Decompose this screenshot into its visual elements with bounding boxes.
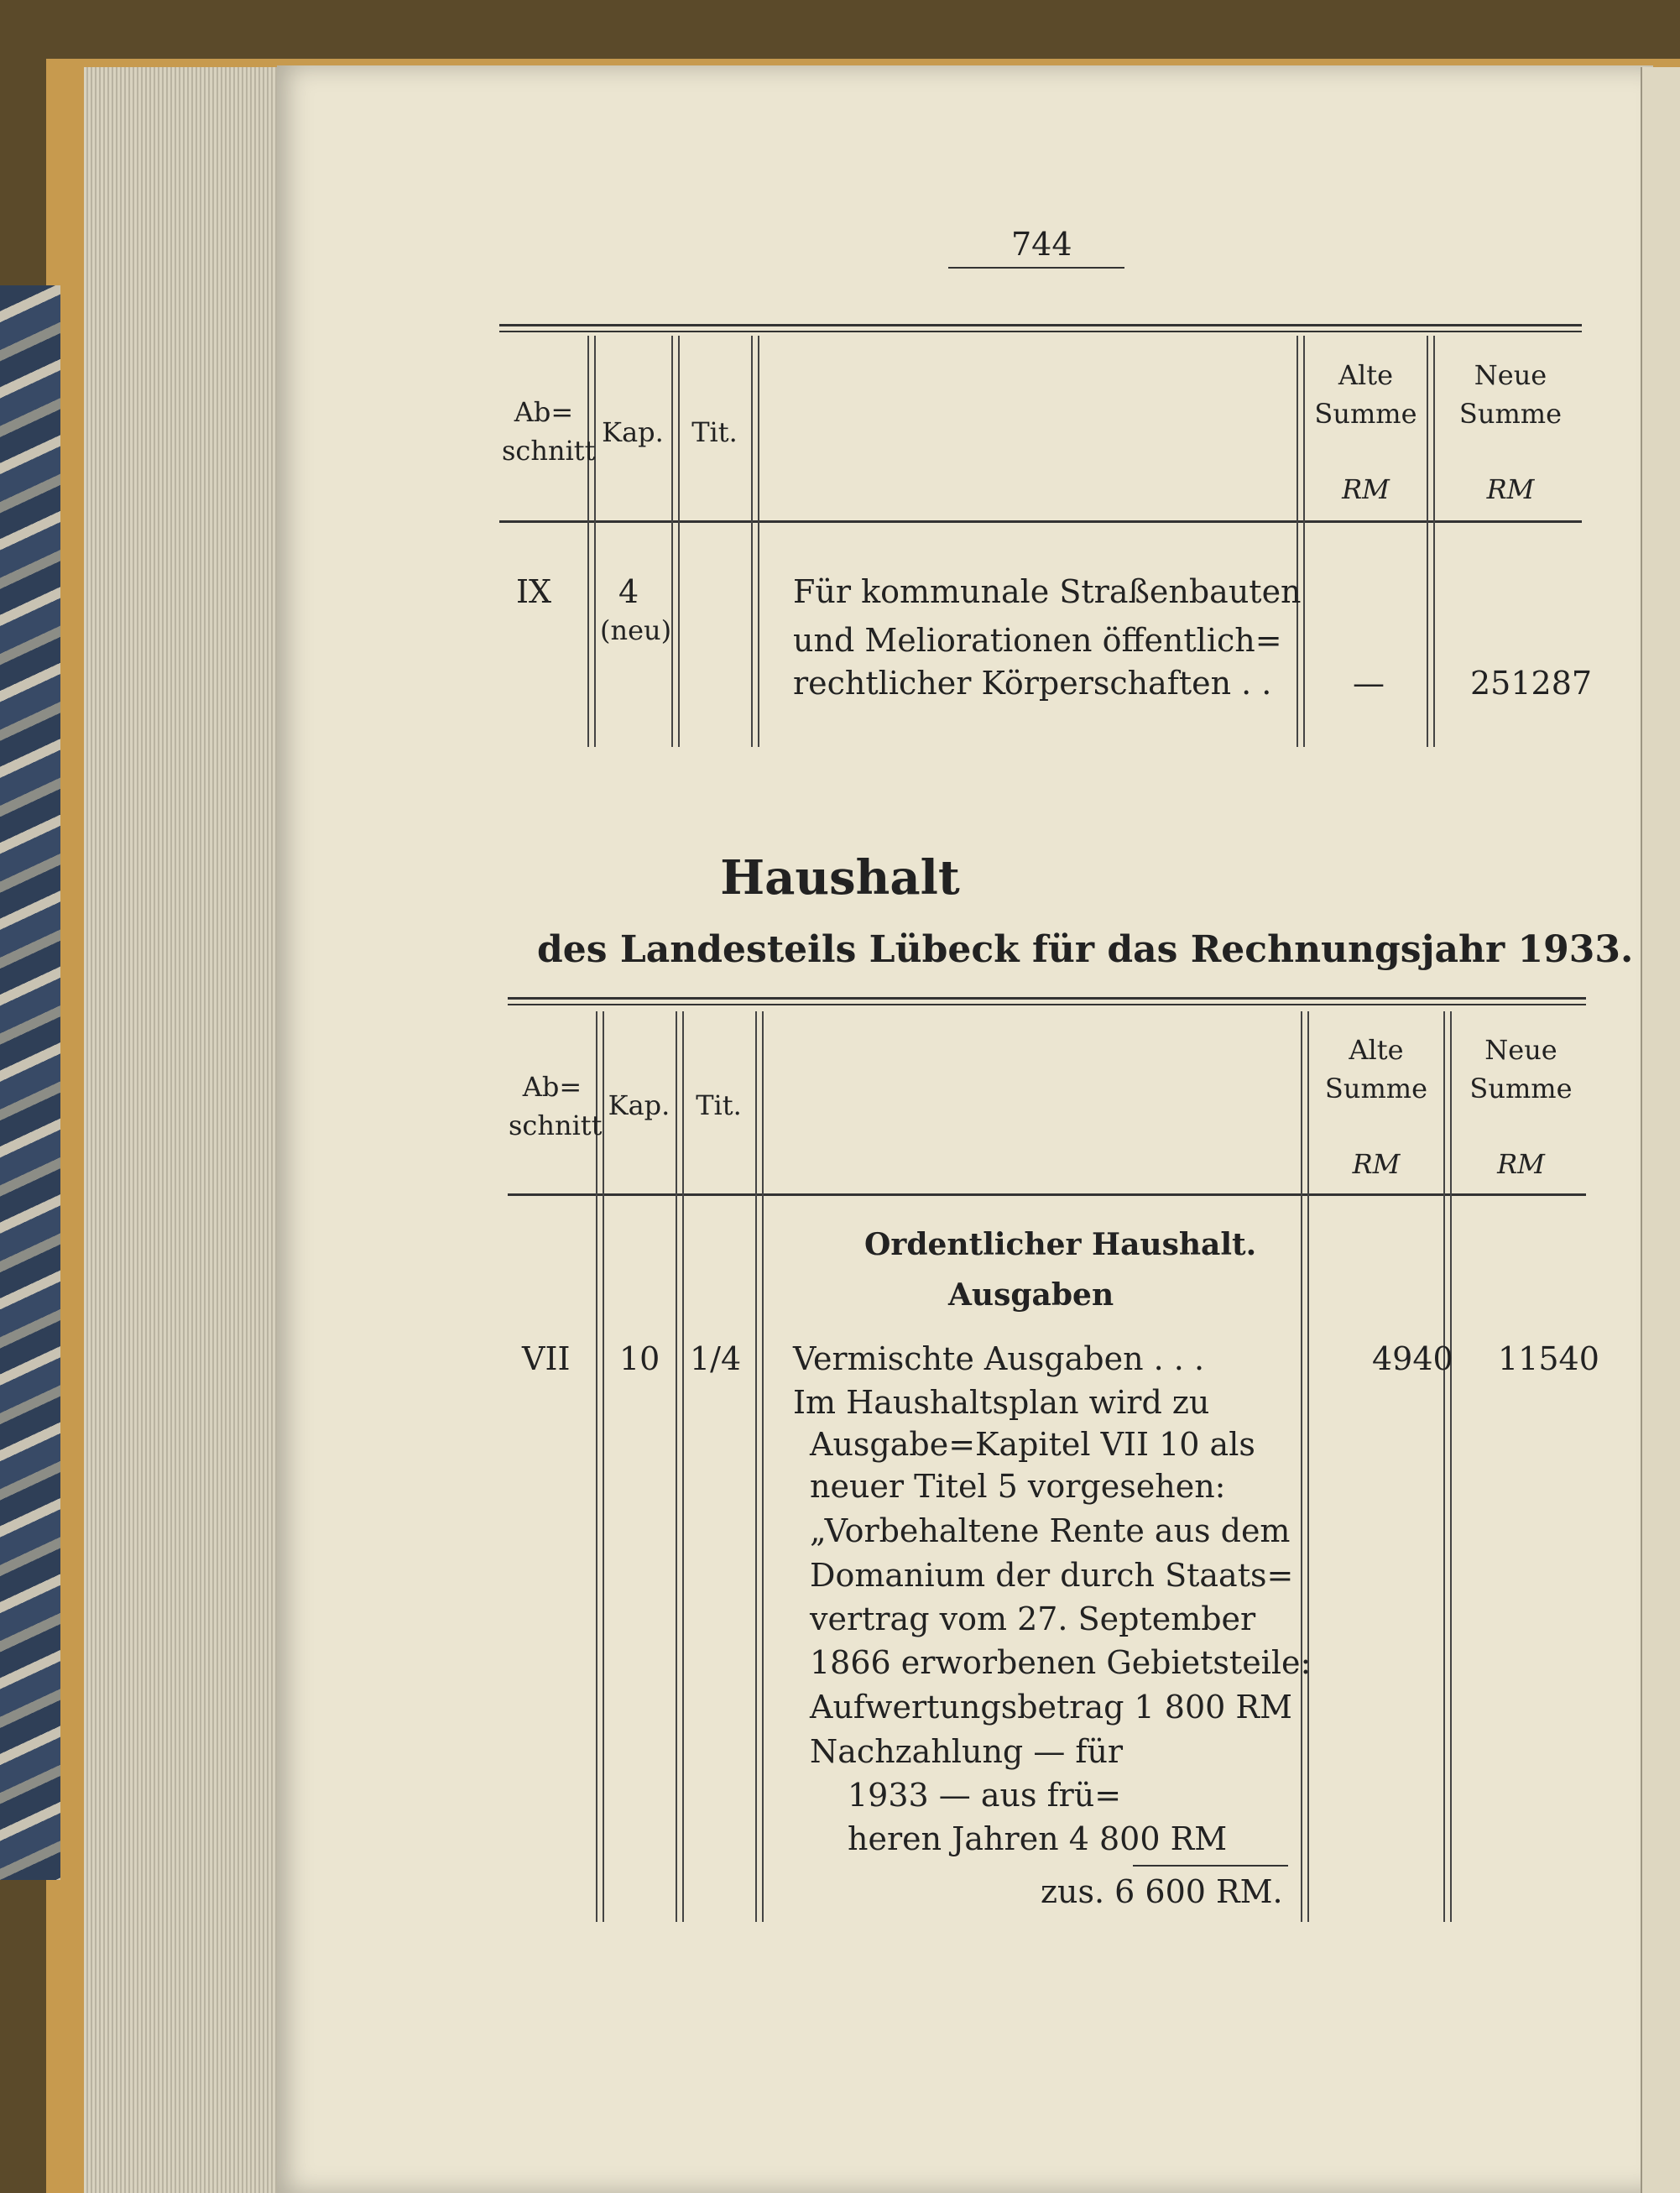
header-abschnitt: Ab= schnitt [509, 1071, 603, 1141]
table2-col-divider [676, 1011, 677, 1922]
table2-col-divider [755, 1011, 757, 1922]
row-text-line: vertrag vom 27. September [810, 1600, 1256, 1637]
section-heading: Ausgaben [948, 1277, 1114, 1313]
row-text-line: Nachzahlung — für [810, 1733, 1124, 1770]
table1-header-rule [499, 520, 1582, 523]
row-tit: 1/4 [690, 1340, 742, 1377]
table1-top-rule-2 [499, 331, 1582, 332]
row-text-line: neuer Titel 5 vorgesehen: [810, 1468, 1226, 1505]
row-text-line: Vermischte Ausgaben . . . [793, 1340, 1205, 1377]
table2-col-divider [1301, 1011, 1302, 1922]
table2-col-divider [762, 1011, 764, 1922]
table2-top-rule-2 [508, 1004, 1586, 1005]
row-abschnitt: IX [516, 573, 552, 610]
header-neue-summe: Neue Summe [1469, 1034, 1573, 1104]
row-kap: 10 [619, 1340, 660, 1377]
marbled-edge [0, 285, 60, 1880]
row-text-line: rechtlicher Körperschaften . . [793, 665, 1272, 702]
row-text-line: Aufwertungsbetrag 1 800 RM [810, 1689, 1292, 1726]
row-text-line: „Vorbehaltene Rente aus dem [810, 1512, 1291, 1549]
row-alte-summe: — [1353, 665, 1385, 702]
table2-header-rule [508, 1193, 1586, 1196]
row-text-line: 1866 erworbenen Gebietsteile: [810, 1644, 1312, 1681]
sum-rule [1133, 1865, 1288, 1867]
header-kap: Kap. [608, 1089, 670, 1121]
header-alte-summe: Alte Summe [1314, 359, 1417, 430]
row-text-line: zus. 6 600 RM. [1041, 1873, 1283, 1910]
page-number-rule [948, 267, 1124, 269]
facing-page-edge [1641, 67, 1680, 2193]
table1-col-divider [594, 336, 596, 747]
table2-top-rule [508, 997, 1586, 1000]
row-abschnitt: VII [522, 1340, 571, 1377]
header-alte-unit: RM [1342, 473, 1390, 505]
page-block-edge [84, 67, 294, 2193]
table1-col-divider [587, 336, 589, 747]
table2-col-divider [603, 1011, 604, 1922]
header-kap: Kap. [602, 416, 664, 448]
row-neue-summe: 11540 [1498, 1340, 1599, 1377]
table1-col-divider [671, 336, 673, 747]
header-neue-summe: Neue Summe [1458, 359, 1563, 430]
row-text-line: Ausgabe=Kapitel VII 10 als [810, 1426, 1255, 1463]
table2-col-divider [596, 1011, 597, 1922]
row-kap: 4 [618, 573, 639, 610]
table1-top-rule [499, 324, 1582, 326]
header-tit: Tit. [696, 1089, 742, 1121]
header-alte-summe: Alte Summe [1324, 1034, 1428, 1104]
header-tit: Tit. [691, 416, 738, 448]
row-neue-summe: 251287 [1470, 665, 1593, 702]
table2-col-divider [1443, 1011, 1445, 1922]
header-alte-unit: RM [1352, 1148, 1401, 1180]
row-text-line: Domanium der durch Staats= [810, 1557, 1294, 1594]
row-kap-note: (neu) [600, 614, 672, 646]
header-neue-unit: RM [1497, 1148, 1545, 1180]
table1-col-divider [751, 336, 753, 747]
table2-col-divider [682, 1011, 684, 1922]
table1-col-divider [1427, 336, 1428, 747]
header-neue-unit: RM [1486, 473, 1535, 505]
budget-subtitle: des Landesteils Lübeck für das Rechnungsjahr 1933. [537, 928, 1634, 971]
row-text-line: heren Jahren 4 800 RM [848, 1820, 1228, 1857]
row-alte-summe: 4940 [1372, 1340, 1453, 1377]
page-number: 744 [1011, 226, 1072, 263]
table1-col-divider [678, 336, 680, 747]
budget-title: Haushalt [720, 850, 960, 906]
section-heading: Ordentlicher Haushalt. [864, 1227, 1257, 1262]
header-abschnitt: Ab= schnitt [502, 396, 596, 467]
row-text-line: Für kommunale Straßenbauten [793, 573, 1302, 610]
row-text-line: 1933 — aus frü= [848, 1777, 1122, 1814]
table1-col-divider [1297, 336, 1298, 747]
row-text-line: Im Haushaltsplan wird zu [793, 1384, 1210, 1421]
table1-col-divider [758, 336, 759, 747]
row-text-line: und Meliorationen öffentlich= [793, 622, 1282, 659]
